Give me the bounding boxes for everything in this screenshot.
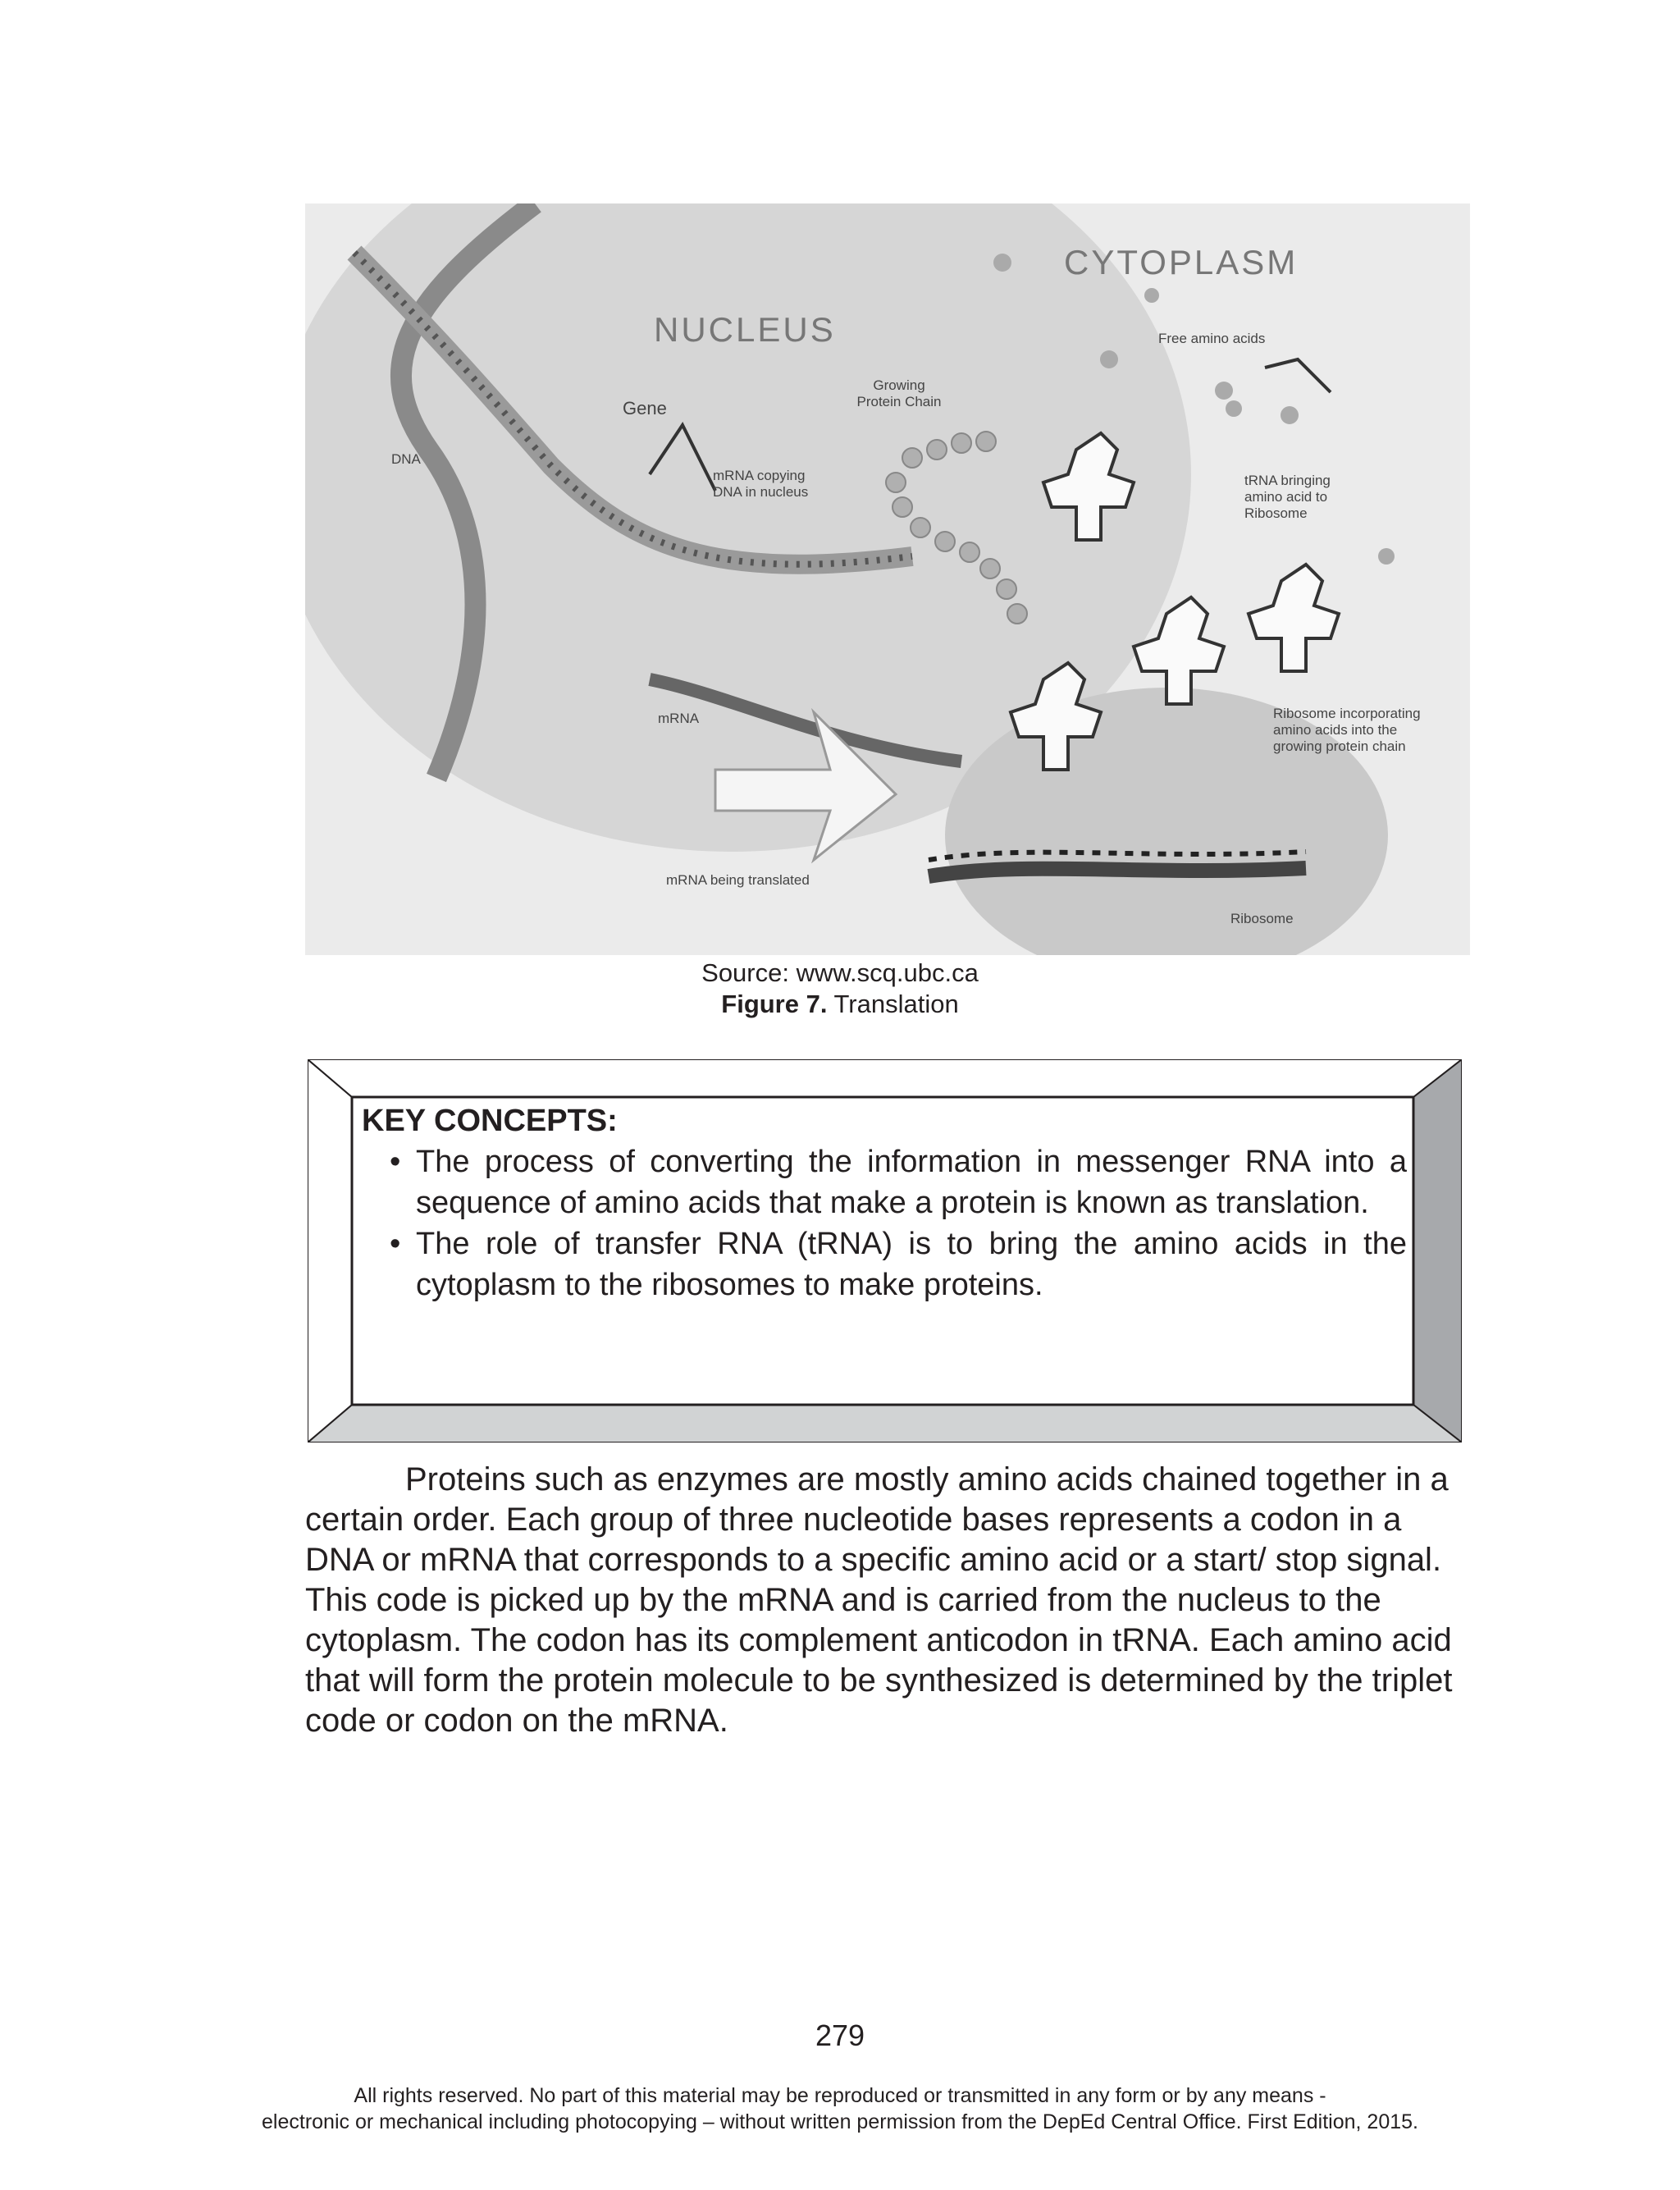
- footer-line: All rights reserved. No part of this material may be reproduced or transmitted in any form or by any means -: [354, 2084, 1326, 2107]
- nucleus-label: NUCLEUS: [654, 310, 836, 349]
- translation-diagram: [305, 203, 1470, 955]
- trna-bringing-label: tRNA bringing amino acid to Ribosome: [1244, 473, 1331, 521]
- bullet-icon: •: [390, 1145, 401, 1179]
- page-number: 279: [815, 2019, 865, 2052]
- footer-line: electronic or mechanical including photocopying – without written permission from the DepEd Central Office. First Edition, 2015.: [262, 2110, 1418, 2133]
- figure-caption: [0, 990, 1680, 1019]
- ribosome-label: Ribosome: [1230, 911, 1294, 926]
- mrna-being-translated-label: mRNA being translated: [666, 872, 810, 888]
- mrna-translated-strand: [929, 868, 1306, 876]
- mrna-label: mRNA: [658, 711, 700, 726]
- key-concept-item: [362, 1223, 1407, 1305]
- body-paragraph: Proteins such as enzymes are mostly amino acids chained together in a certain order. Each group of three nucleotide bases represents a codon in a DNA or mRNA that corresponds to a specific amino acid or a start/ stop signal. This code is picked up by the mRNA and is carried from the nucleus to the cytoplasm. The codon has its complement anticodon in tRNA. Each amino acid that will form the protein molecule to be synthesized is determined by the triplet code or codon on the mRNA.: [305, 1461, 1453, 1739]
- dna-label: DNA: [391, 451, 421, 467]
- growing-protein-chain-label: Growing Protein Chain: [856, 377, 942, 409]
- mrna-copying-label: mRNA copying DNA in nucleus: [713, 468, 809, 500]
- translation-figure: [305, 203, 1470, 955]
- gene-label: Gene: [623, 398, 667, 418]
- key-concepts-title: KEY CONCEPTS:: [362, 1104, 618, 1138]
- cytoplasm-label: CYTOPLASM: [1064, 243, 1299, 281]
- figure-source: Source: www.scq.ubc.ca: [701, 958, 979, 987]
- figure-caption-text: Translation: [827, 990, 959, 1018]
- free-amino-acids-label: Free amino acids: [1158, 331, 1266, 346]
- key-concept-text: The process of converting the information in messenger RNA into a sequence of amino acids that make a protein is known as translation.: [416, 1145, 1407, 1220]
- bullet-icon: •: [390, 1227, 401, 1261]
- key-concepts-box: [308, 1059, 1462, 1442]
- key-concepts-content: [362, 1102, 1407, 1305]
- footer: [0, 2083, 1680, 2135]
- ribosome-incorporating-label: Ribosome incorporating amino acids into the growing protein chain: [1273, 706, 1421, 754]
- figure-caption-label: Figure 7.: [721, 990, 828, 1018]
- key-concept-text: The role of transfer RNA (tRNA) is to bring the amino acids in the cytoplasm to the ribosomes to make proteins.: [416, 1227, 1407, 1302]
- key-concept-item: [362, 1141, 1407, 1223]
